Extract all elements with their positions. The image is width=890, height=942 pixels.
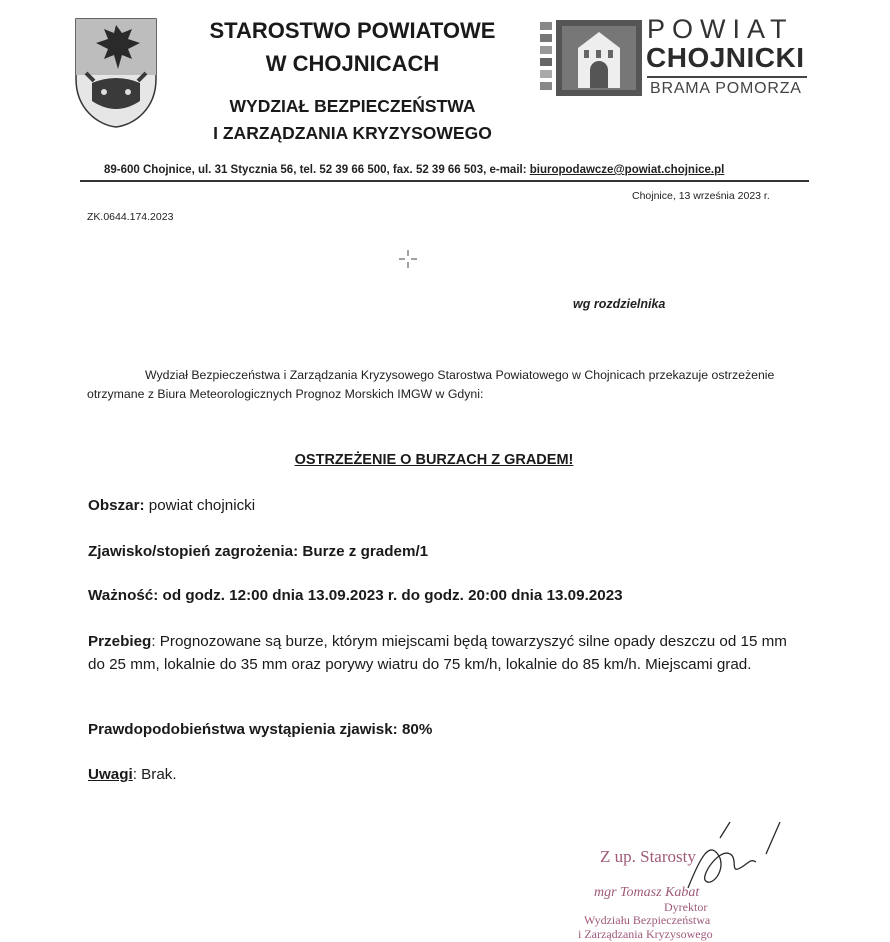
logo-underline-divider (647, 76, 807, 78)
validity-field (88, 584, 623, 607)
stamp-line-5: i Zarządzania Kryzysowego (578, 927, 713, 941)
header-divider (80, 180, 809, 182)
signature-stamp (570, 818, 890, 942)
validity-value: od godz. 12:00 dnia 13.09.2023 r. do godz. 20:00 dnia 13.09.2023 (158, 587, 623, 604)
department-name-line2: I ZARZĄDZANIA KRYZYSOWEGO (213, 123, 492, 143)
address-text: 89-600 Chojnice, ul. 31 Stycznia 56, tel. 52 39 66 500, fax. 52 39 66 503, e-mail: (104, 164, 530, 176)
scan-crosshair-mark (399, 250, 417, 268)
email-link[interactable]: biuropodawcze@powiat.chojnice.pl (529, 164, 725, 176)
area-field (88, 494, 255, 517)
institution-name-line2: W CHOJNICACH (265, 51, 440, 76)
recipient-line: wg rozdzielnika (573, 297, 666, 311)
warning-title: OSTRZEŻENIE O BURZACH Z GRADEM! (294, 452, 574, 468)
course-value: : Prognozowane są burze, którym miejscami będą towarzyszyć silne opady deszczu od 15 mm do 25 mm, lokalnie do 35 mm oraz porywy wiatru do 75 km/h, lokalnie do 85 km/h. Miejscami grad. (88, 633, 787, 673)
remarks-label: Uwagi (88, 766, 133, 783)
validity-label: Ważność: (88, 587, 159, 604)
probability-label: Prawdopodobieństwa wystąpienia zjawisk (88, 721, 393, 738)
coat-of-arms-emblem (74, 17, 158, 129)
remarks-value: : Brak. (132, 766, 177, 783)
probability-value: : 80% (392, 721, 433, 738)
stamp-line-4: Wydziału Bezpieczeństwa (584, 913, 711, 927)
remarks-field (88, 763, 177, 786)
phenomenon-field (88, 540, 428, 563)
area-label: Obszar: (88, 497, 145, 514)
stamp-line-1: Z up. Starosty (600, 847, 696, 866)
course-label: Przebieg (88, 633, 152, 650)
address-line (104, 164, 724, 176)
logo-word-powiat: POWIAT (647, 14, 794, 44)
phenomenon-label: Zjawisko/stopień zagrożenia: (88, 543, 299, 560)
handwritten-signature (688, 822, 780, 888)
logo-tagline: BRAMA POMORZA (650, 80, 802, 97)
intro-paragraph: Wydział Bezpieczeństwa i Zarządzania Kryzysowego Starostwa Powiatowego w Chojnicach przekazuje ostrzeżenie otrzymane z Biura Meteorologicznych Prognoz Morskich IMGW w Gdyni: (87, 368, 775, 401)
phenomenon-value: Burze z gradem/1 (298, 543, 429, 560)
probability-field (88, 718, 432, 741)
document-date: Chojnice, 13 września 2023 r. (632, 190, 770, 202)
stamp-line-2: mgr Tomasz Kabat (594, 885, 700, 900)
gate-logo-icon (540, 18, 642, 96)
course-field (88, 630, 798, 676)
stamp-line-3: Dyrektor (664, 900, 708, 914)
institution-name-line1: STAROSTWO POWIATOWE (209, 18, 496, 43)
logo-word-chojnicki: CHOJNICKI (646, 42, 805, 73)
reference-number: ZK.0644.174.2023 (87, 211, 174, 223)
department-name-line1: WYDZIAŁ BEZPIECZEŃSTWA (229, 96, 476, 116)
area-value: powiat chojnicki (144, 497, 256, 514)
